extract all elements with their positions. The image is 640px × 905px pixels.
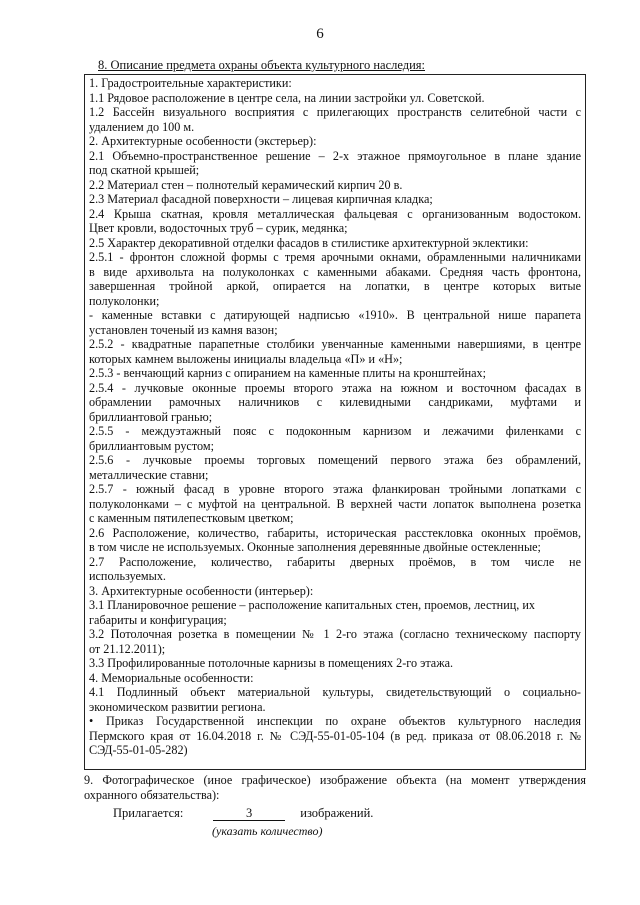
text-line: 2.5.5 - междуэтажный пояс с подоконным карнизом и лежачими филенками с <box>89 424 581 438</box>
text-line: 2.5.6 - лучковые проемы торговых помещений первого этажа без обрамлений, <box>89 453 581 467</box>
text-line: 2.6 Расположение, количество, габариты, историческая расстекловка оконных проёмов, <box>89 525 581 540</box>
text-line: 2.3 Материал фасадной поверхности – лицевая кирпичная кладка; <box>89 192 433 206</box>
section-8-heading <box>98 58 425 73</box>
text-line: под скатной крышей; <box>89 163 200 177</box>
section-9-line: охранного обязательства): <box>84 788 220 802</box>
text-line: Цвет кровли, водосточных труб – сурик, медянка; <box>89 221 348 235</box>
text-line: 2.5.7 - южный фасад в уровне второго этажа фланкирован тройными лопатками с <box>89 482 581 496</box>
text-line: завершенная тройной аркой, опирается на лопатки, в центре которых витые <box>89 279 581 293</box>
text-line: Пермского края от 16.04.2018 г. № СЭД-55-01-05-104 (в ред. приказа от 08.06.2018 г. № <box>89 728 581 743</box>
text-line: в том числе не используемых. Оконные заполнения деревянные двойные остекленные; <box>89 540 541 554</box>
text-line: 3. Архитектурные особенности (интерьер): <box>89 583 314 598</box>
text-line: • Приказ Государственной инспекции по охране объектов культурного наследия <box>89 714 581 728</box>
page-number: 6 <box>316 26 324 42</box>
text-line: металлические ставни; <box>89 467 209 482</box>
text-line: 2.7 Расположение, количество, габариты дверных проёмов, в том числе не <box>89 554 581 569</box>
text-line: габариты и конфигурация; <box>89 612 227 627</box>
text-line: 2.4 Крыша скатная, кровля металлическая фальцевая с организованным водостоком. <box>89 206 581 221</box>
text-line: используемых. <box>89 569 166 583</box>
text-line: 2.5.4 - лучковые оконные проемы второго этажа на южном и восточном фасадах в <box>89 380 581 395</box>
text-line: в виде архивольта на полуколонках с каменными абаками. Средняя часть фронтона, <box>89 264 581 279</box>
text-line: которых камнем выложены инициалы владельца «П» и «Н»; <box>89 351 403 366</box>
text-line: обрамлении рамочных наличников с килевидными сандриками, муфтами и <box>89 395 581 409</box>
text-line: - каменные вставки с датирующей надписью «1910». В центральной нише парапета <box>89 308 581 322</box>
text-line: СЭД-55-01-05-282) <box>89 743 188 757</box>
text-line: экономическом развитии региона. <box>89 699 266 714</box>
text-line: бриллиантовым рустом; <box>89 438 214 453</box>
text-line: 2.5.1 - фронтон сложной формы с тремя арочными окнами, обрамленными наличниками <box>89 250 581 264</box>
text-line: 2. Архитектурные особенности (экстерьер): <box>89 134 317 148</box>
text-line: 3.1 Планировочное решение – расположение капитальных стен, проемов, лестниц, их <box>89 598 535 612</box>
text-line: 4.1 Подлинный объект материальной культуры, свидетельствующий о социально- <box>89 685 581 699</box>
text-line: полуколонками – с муфтой на центральной. В верхней части лопаток выполнена розетка <box>89 496 581 511</box>
text-line: установлен точеный из камня вазон; <box>89 322 278 337</box>
text-line: 2.1 Объемно-пространственное решение – 2-х этажное прямоугольное в плане здание <box>89 148 581 163</box>
attachment-suffix: изображений. <box>300 806 374 820</box>
text-line: удалением до 100 м. <box>89 119 195 134</box>
text-line: 2.5.3 - венчающий карниз с опиранием на каменные плиты на кронштейнах; <box>89 366 487 380</box>
attachment-hint: (указать количество) <box>212 824 323 838</box>
text-line: с каменным пятилепестковым цветком; <box>89 511 294 525</box>
text-line: 2.2 Материал стен – полнотелый керамический кирпич 20 в. <box>89 177 403 192</box>
text-line: 2.5 Характер декоративной отделки фасадов в стилистике архитектурной эклектики: <box>89 235 529 250</box>
attachment-count: 3 <box>213 806 285 821</box>
text-line: 3.3 Профилированные потолочные карнизы в помещениях 2-го этажа. <box>89 656 454 670</box>
text-line: от 21.12.2011); <box>89 641 166 656</box>
text-line: полуколонки; <box>89 293 160 308</box>
text-line: 4. Мемориальные особенности: <box>89 670 254 685</box>
text-line: 2.5.2 - квадратные парапетные столбики увенчанные каменными навершиями, в центре <box>89 337 581 351</box>
attachment-label: Прилагается: <box>113 806 184 820</box>
text-line: 1.2 Бассейн визуального восприятия с прилегающих пространств селитебной части с <box>89 105 581 119</box>
attachment-line <box>113 806 373 821</box>
text-line: 3.2 Потолочная розетка в помещении № 1 2-го этажа (согласно техническому паспорту <box>89 627 581 641</box>
section-9-line: 9. Фотографическое (иное графическое) изображение объекта (на момент утверждения <box>84 773 586 787</box>
protection-subject-box <box>84 74 586 770</box>
text-line: 1.1 Рядовое расположение в центре села, на линии застройки ул. Советской. <box>89 90 485 105</box>
text-line: 1. Градостроительные характеристики: <box>89 76 292 90</box>
section-8-heading-text: 8. Описание предмета охраны объекта культурного наследия: <box>98 58 426 72</box>
section-9 <box>84 773 586 803</box>
text-line: бриллиантовой гранью; <box>89 409 213 424</box>
